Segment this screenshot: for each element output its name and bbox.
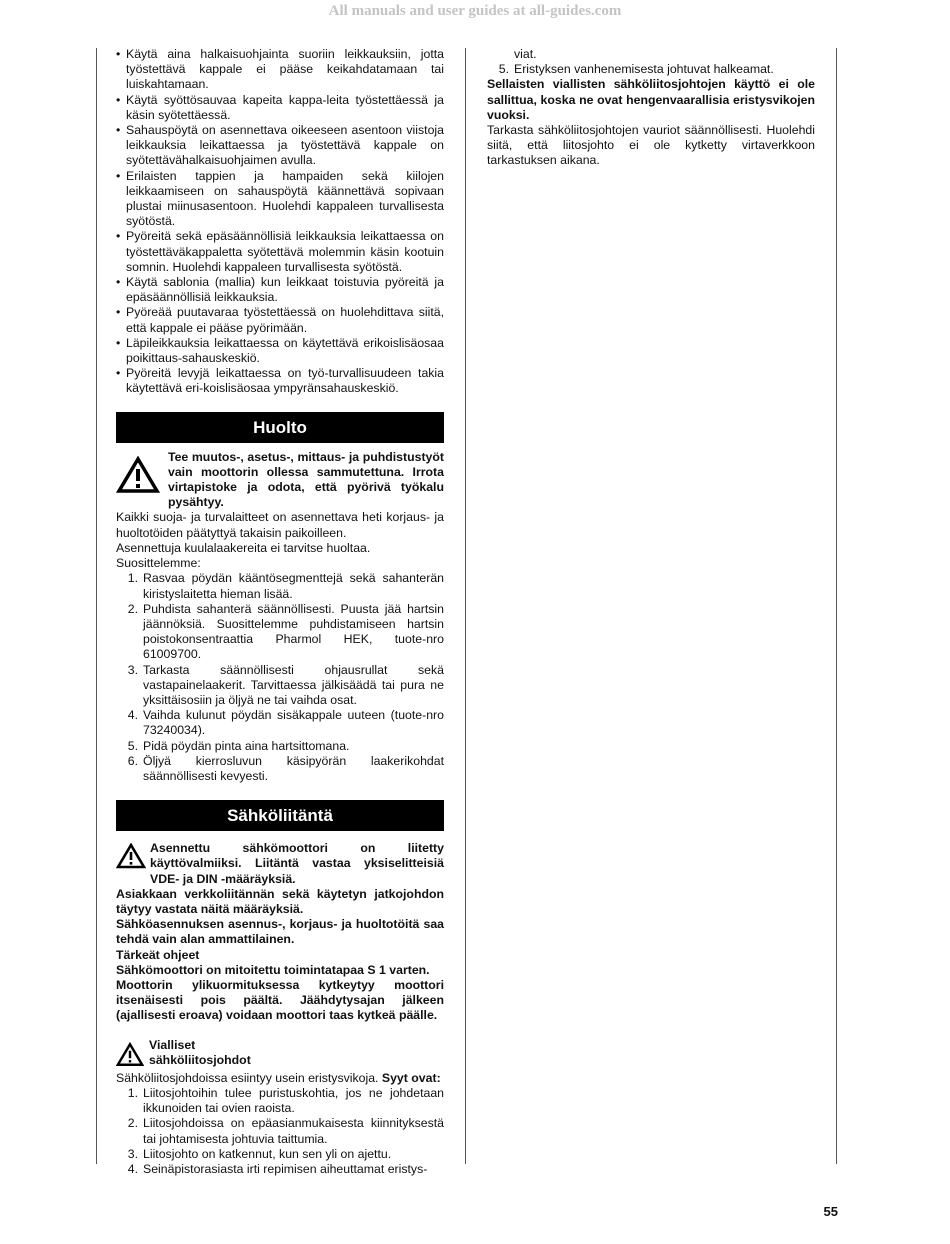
list-item [116, 739, 444, 754]
list-number: 3. [127, 1146, 138, 1161]
warning-text: Asennettu sähkömoottori on liitetty käyttövalmiiksi. Liitäntä vastaa yksiselitteisiä VDE- ja DIN -määräyksiä. [150, 841, 444, 886]
warning-triangle-icon [116, 456, 160, 498]
column-rule-right [836, 48, 837, 1164]
warning-title-line: Vialliset [149, 1037, 196, 1052]
section-header-sahkoliitanta: Sähköliitäntä [116, 800, 444, 831]
list-text: Öljyä kierrosluvun käsipyörän laakerikohdat säännöllisesti kevyesti. [143, 753, 444, 783]
paragraph: Asennettuja kuulalaakereita ei tarvitse huoltaa. [116, 540, 371, 555]
list-item [116, 1147, 444, 1162]
list-number: 4. [127, 708, 138, 723]
paragraph: Kaikki suoja- ja turvalaitteet on asennettava heti korjaus- ja huoltotöiden päätyttyä takaisin paikoilleen. [116, 510, 444, 540]
list-text: Liitosjohtoihin tulee puristuskohtia, jos ne johdetaan ikkunoiden tai ovien raoista. [143, 1085, 444, 1116]
list-number: 6. [127, 753, 138, 768]
subheading: Tärkeät ohjeet [116, 947, 200, 962]
paragraph: Sähköasennuksen asennus-, korjaus- ja huoltotöitä saa tehdä vain alan ammattilainen. [116, 917, 444, 947]
page-number: 55 [823, 1204, 838, 1219]
list-number: 5. [498, 62, 509, 77]
list-text: Liitosjohto on katkennut, kun sen yli on ajettu. [143, 1146, 392, 1161]
paragraph: Suosittelemme: [116, 556, 201, 571]
bullet-item: • Sahauspöytä on asennettava oikeeseen asentoon viistoja leikkauksia leikattaessa ja työstettävä kappale on syötettävähalkaisuohjaimen avulla. [116, 123, 444, 169]
warning-text: Tee muutos-, asetus-, mittaus- ja puhdistustyöt vain moottorin ollessa sammutettuna. Irrota virtapistoke ja odota, että pyörivä työkalu pysähtyy. [168, 449, 444, 510]
cable-fault-list-continued [487, 47, 815, 77]
list-item [116, 1086, 444, 1116]
list-item-continuation [487, 47, 815, 62]
warning-triangle-icon [116, 1042, 144, 1071]
list-number: 2. [127, 601, 138, 616]
list-item [116, 663, 444, 709]
paragraph: Asiakkaan verkkoliitännän sekä käytetyn jatkojohdon täytyy vastata näitä määräyksiä. [116, 886, 444, 916]
paragraph [116, 1071, 444, 1086]
list-text: Vaihda kulunut pöydän sisäkappale uuteen (tuote-nro 73240034). [143, 708, 444, 738]
list-number-empty [487, 47, 514, 62]
list-number: 1. [127, 571, 138, 586]
warning-title-line: sähköliitosjohdot [149, 1052, 251, 1067]
warning-block-huolto [116, 450, 444, 511]
list-number: 5. [127, 738, 138, 753]
paragraph: Sellaisten viallisten sähköliitosjohtojen käyttö ei ole sallittua, koska ne ovat hengenvaarallisia eristysvikojen vuoksi. [487, 77, 815, 122]
list-text: Pidä pöydän pinta aina hartsittomana. [143, 738, 350, 753]
warning-block-vialliset [116, 1038, 444, 1071]
list-item [116, 602, 444, 663]
bullet-item: • Läpileikkauksia leikattaessa on käytettävä erikoislisäosaa poikittaus-sahauskeskiö. [116, 336, 444, 366]
list-item [116, 571, 444, 601]
list-number: 4. [127, 1162, 138, 1176]
section-header-huolto: Huolto [116, 412, 444, 443]
bullet-item: • Käytä sablonia (mallia) kun leikkaat toistuvia pyöreitä ja epäsäännöllisiä leikkauksia. [116, 275, 444, 305]
warning-triangle-icon [116, 843, 146, 873]
safety-bullet-list [116, 47, 444, 397]
list-item [116, 1116, 444, 1146]
warning-block-sahko [116, 841, 444, 887]
column-rule-middle [465, 48, 466, 1164]
list-text: viat. [514, 47, 537, 61]
watermark: All manuals and user guides at all-guides.com [328, 3, 622, 19]
list-number: 2. [127, 1116, 138, 1131]
bullet-item: • Pyöreitä levyjä leikattaessa on työ-turvallisuudeen takia käytettävä eri-koislisäosaa ympyränsahauskeskiö. [116, 366, 444, 396]
list-text: Eristyksen vanhenemisesta johtuvat halkeamat. [514, 62, 774, 77]
maintenance-list [116, 571, 444, 784]
left-column [116, 47, 444, 1177]
paragraph: Sähkömoottori on mitoitettu toimintatapaa S 1 varten. [116, 962, 430, 977]
list-text: Liitosjohdoissa on epäasianmukaisesta kiinnityksestä tai johtamisesta johtuvia taittumia. [143, 1116, 444, 1146]
list-text: Tarkasta säännöllisesti ohjausrullat sekä vastapainelaakerit. Tarvittaessa jälkisäädä tai pura ne yksittäisosiin ja öljyä ne tai vaihda osat. [143, 662, 444, 707]
list-item [116, 1162, 444, 1177]
paragraph-bold-text: Syyt ovat: [381, 1070, 441, 1085]
list-text: Puhdista sahanterä säännöllisesti. Puusta jää hartsin jäännöksiä. Suosittelemme puhdistamiseen hartsin poistokonsentraattia Pharmol HEK, tuote-nro 61009700. [143, 601, 444, 662]
bullet-item: • Pyöreitä sekä epäsäännöllisiä leikkauksia leikattaessa on työstettäväkappaletta syötettävä molemmin käsin kootuin somnin. Huolehdi kappaleen turvallisesta syötöstä. [116, 229, 444, 275]
warning-title [149, 1038, 251, 1068]
list-number: 1. [127, 1085, 138, 1100]
paragraph-text: Sähköliitosjohdoissa esiintyy usein eristysvikoja. [116, 1070, 379, 1085]
cable-fault-list [116, 1086, 444, 1177]
bullet-item: • Erilaisten tappien ja hampaiden sekä kiilojen leikkaamiseen on sahauspöytä käännettävä sopivaan plustai miinusasentoon. Huolehdi kappaleen turvallisesta syötöstä. [116, 169, 444, 230]
right-column [487, 47, 815, 169]
list-text: Rasvaa pöydän kääntösegmenttejä sekä sahanterän kiristyslaitetta hieman lisää. [143, 571, 444, 601]
column-rule-left [96, 48, 97, 1164]
list-item [116, 708, 444, 738]
bullet-item: • Käytä syöttösauvaa kapeita kappa-leita työstettäessä ja käsin syötettäessä. [116, 93, 444, 123]
bullet-item: • Käytä aina halkaisuohjainta suoriin leikkauksiin, jotta työstettävä kappale ei pääse keikahdatamaan tai luiskahtamaan. [116, 47, 444, 93]
list-number: 3. [127, 662, 138, 677]
paragraph: Tarkasta sähköliitosjohtojen vauriot säännöllisesti. Huolehdi siitä, että liitosjohto ei ole kytketty virtaverkkoon tarkastuksen aikana. [487, 123, 815, 168]
bullet-item: • Pyöreää puutavaraa työstettäessä on huolehdittava siitä, että kappale ei pääse pyörimään. [116, 305, 444, 335]
list-item [116, 754, 444, 784]
paragraph: Moottorin ylikuormituksessa kytkeytyy moottori itsenäisesti pois päältä. Jäähdytysajan jälkeen (ajallisesti eroava) voidaan moottori taas kytkeä päälle. [116, 977, 444, 1023]
list-item [487, 62, 815, 77]
list-text: Seinäpistorasiasta irti repimisen aiheuttamat eristys- [143, 1162, 428, 1176]
